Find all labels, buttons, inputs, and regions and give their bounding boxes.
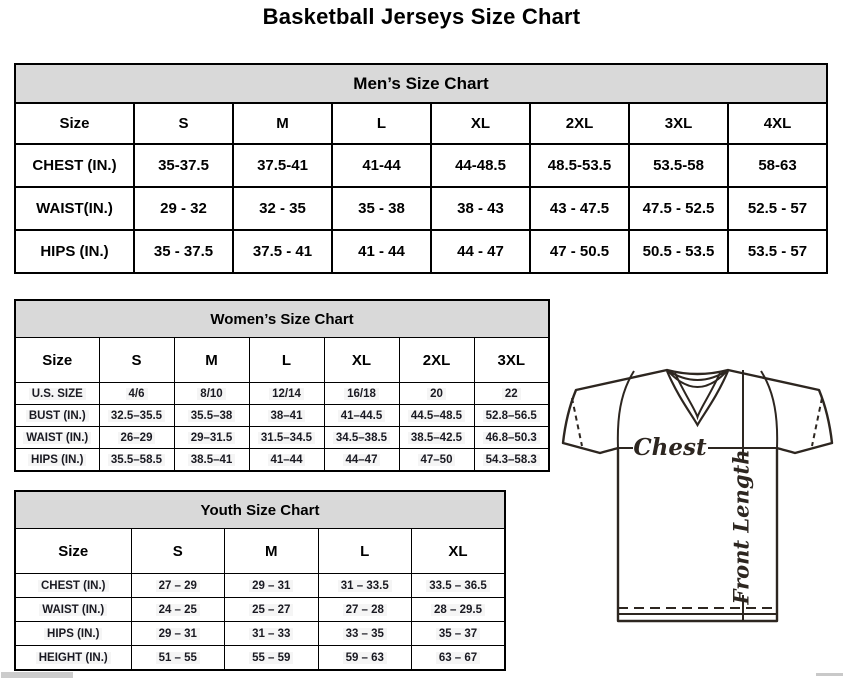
youth-row-label: [15, 598, 131, 622]
men-value-cell: 37.5 - 41: [233, 230, 332, 273]
youth-row-label: [15, 646, 131, 671]
men-value-cell: 29 - 32: [134, 187, 233, 230]
women-value-cell: [174, 405, 249, 427]
men-value-cell: 41 - 44: [332, 230, 431, 273]
cell-text: 4/6: [126, 388, 148, 400]
cell-text: 38.5–42.5: [408, 432, 465, 444]
women-value-cell: [249, 449, 324, 472]
women-value-cell: [399, 427, 474, 449]
cell-text: 51 – 55: [156, 652, 200, 664]
cell-text: WAIST (IN.): [23, 432, 91, 444]
cell-text: 27 – 29: [156, 580, 200, 592]
women-value-cell: [249, 427, 324, 449]
cell-text: 31 – 33: [249, 628, 293, 640]
women-column-header: 3XL: [474, 338, 549, 383]
women-value-cell: [174, 383, 249, 405]
women-row-label: [15, 427, 99, 449]
women-value-cell: [324, 405, 399, 427]
sleeve-seam-right: [761, 371, 777, 448]
mens-size-chart: [14, 63, 828, 274]
cell-text: 33.5 – 36.5: [426, 580, 490, 592]
men-column-header: XL: [431, 103, 530, 144]
men-table-row: [15, 187, 827, 230]
women-value-cell: [399, 405, 474, 427]
women-table-row: [15, 449, 549, 472]
men-value-cell: 38 - 43: [431, 187, 530, 230]
cell-text: 24 – 25: [156, 604, 200, 616]
scrollbar-fragment-right: [816, 673, 843, 676]
men-value-cell: 53.5 - 57: [728, 230, 827, 273]
cell-text: HIPS (IN.): [28, 454, 86, 466]
cell-text: 38.5–41: [188, 454, 236, 466]
youth-value-cell: [131, 598, 225, 622]
women-value-cell: [99, 405, 174, 427]
cell-text: 22: [502, 388, 521, 400]
cell-text: 59 – 63: [343, 652, 387, 664]
cell-text: 26–29: [118, 432, 156, 444]
women-value-cell: [474, 449, 549, 472]
youth-column-header: L: [318, 529, 412, 574]
women-value-cell: [174, 427, 249, 449]
women-value-cell: [474, 405, 549, 427]
women-row-label: [15, 383, 99, 405]
cell-text: 27 – 28: [343, 604, 387, 616]
women-value-cell: [174, 449, 249, 472]
men-column-header: L: [332, 103, 431, 144]
cuff-stitch-left: [572, 398, 582, 446]
cell-text: 33 – 35: [343, 628, 387, 640]
women-table-row: [15, 427, 549, 449]
youth-value-cell: [225, 574, 319, 598]
women-column-header: S: [99, 338, 174, 383]
cell-text: BUST (IN.): [26, 410, 89, 422]
cell-text: WAIST (IN.): [39, 604, 107, 616]
jersey-outline: [563, 370, 832, 621]
men-column-header: 4XL: [728, 103, 827, 144]
women-chart-title: Women’s Size Chart: [15, 300, 549, 338]
youth-row-label: [15, 574, 131, 598]
cell-text: 55 – 59: [249, 652, 293, 664]
youth-value-cell: [131, 622, 225, 646]
youth-value-cell: [412, 646, 506, 671]
women-row-label: [15, 405, 99, 427]
men-value-cell: 48.5-53.5: [530, 144, 629, 187]
youth-table-row: [15, 574, 505, 598]
cell-text: 54.3–58.3: [483, 454, 540, 466]
cell-text: 31.5–34.5: [258, 432, 315, 444]
youth-value-cell: [225, 646, 319, 671]
youth-value-cell: [412, 598, 506, 622]
women-size-header: Size: [15, 338, 99, 383]
women-value-cell: [249, 383, 324, 405]
cell-text: U.S. SIZE: [29, 388, 86, 400]
men-value-cell: 53.5-58: [629, 144, 728, 187]
youth-table-row: [15, 622, 505, 646]
youth-value-cell: [131, 646, 225, 671]
men-value-cell: 44-48.5: [431, 144, 530, 187]
youth-column-header: XL: [412, 529, 506, 574]
men-column-header: S: [134, 103, 233, 144]
cuff-stitch-right: [812, 398, 822, 446]
cell-text: HEIGHT (IN.): [36, 652, 111, 664]
cell-text: 38–41: [268, 410, 306, 422]
men-value-cell: 32 - 35: [233, 187, 332, 230]
men-table-row: [15, 144, 827, 187]
women-value-cell: [474, 383, 549, 405]
cell-text: 52.8–56.5: [483, 410, 540, 422]
men-value-cell: 35 - 38: [332, 187, 431, 230]
women-value-cell: [324, 449, 399, 472]
men-value-cell: 35 - 37.5: [134, 230, 233, 273]
women-column-header: XL: [324, 338, 399, 383]
youth-value-cell: [225, 622, 319, 646]
youth-size-header: Size: [15, 529, 131, 574]
cell-text: 16/18: [344, 388, 379, 400]
cell-text: 29 – 31: [156, 628, 200, 640]
sleeve-seam-left: [618, 371, 634, 448]
cell-text: 35.5–58.5: [108, 454, 165, 466]
women-column-header: 2XL: [399, 338, 474, 383]
cell-text: 41–44: [268, 454, 306, 466]
cell-text: HIPS (IN.): [44, 628, 102, 640]
youth-column-header: S: [131, 529, 225, 574]
youth-value-cell: [225, 598, 319, 622]
men-value-cell: 50.5 - 53.5: [629, 230, 728, 273]
men-row-label: CHEST (IN.): [15, 144, 134, 187]
youth-table-row: [15, 598, 505, 622]
youth-value-cell: [131, 574, 225, 598]
men-column-header: 2XL: [530, 103, 629, 144]
youth-value-cell: [318, 622, 412, 646]
cell-text: 35 – 37: [436, 628, 480, 640]
men-value-cell: 37.5-41: [233, 144, 332, 187]
women-value-cell: [324, 383, 399, 405]
men-table-row: [15, 230, 827, 273]
men-value-cell: 43 - 47.5: [530, 187, 629, 230]
youth-value-cell: [318, 598, 412, 622]
womens-size-chart: [14, 299, 550, 472]
women-value-cell: [99, 383, 174, 405]
women-column-header: M: [174, 338, 249, 383]
men-value-cell: 52.5 - 57: [728, 187, 827, 230]
youth-value-cell: [412, 622, 506, 646]
cell-text: CHEST (IN.): [38, 580, 109, 592]
women-table-row: [15, 383, 549, 405]
women-value-cell: [324, 427, 399, 449]
men-column-header: M: [233, 103, 332, 144]
men-value-cell: 35-37.5: [134, 144, 233, 187]
men-value-cell: 47.5 - 52.5: [629, 187, 728, 230]
cell-text: 20: [427, 388, 446, 400]
men-chart-title: Men’s Size Chart: [15, 64, 827, 103]
scrollbar-fragment-left: [1, 672, 73, 678]
cell-text: 44.5–48.5: [408, 410, 465, 422]
cell-text: 28 – 29.5: [431, 604, 485, 616]
cell-text: 41–44.5: [338, 410, 386, 422]
men-row-label: WAIST(IN.): [15, 187, 134, 230]
jersey-measurement-diagram: [556, 357, 838, 629]
cell-text: 12/14: [269, 388, 304, 400]
women-value-cell: [474, 427, 549, 449]
women-table-row: [15, 405, 549, 427]
women-value-cell: [399, 383, 474, 405]
cell-text: 25 – 27: [249, 604, 293, 616]
cell-text: 46.8–50.3: [483, 432, 540, 444]
cell-text: 63 – 67: [436, 652, 480, 664]
chest-label: Chest: [633, 434, 707, 461]
men-value-cell: 44 - 47: [431, 230, 530, 273]
men-column-header: 3XL: [629, 103, 728, 144]
front-length-label: Front Length: [728, 449, 754, 605]
women-value-cell: [99, 449, 174, 472]
youth-value-cell: [318, 646, 412, 671]
cell-text: 29 – 31: [249, 580, 293, 592]
cell-text: 44–47: [343, 454, 381, 466]
youth-value-cell: [318, 574, 412, 598]
youth-size-chart: [14, 490, 506, 671]
youth-row-label: [15, 622, 131, 646]
cell-text: 35.5–38: [188, 410, 236, 422]
cell-text: 8/10: [197, 388, 225, 400]
page-title: Basketball Jerseys Size Chart: [262, 4, 581, 29]
men-row-label: HIPS (IN.): [15, 230, 134, 273]
youth-chart-title: Youth Size Chart: [15, 491, 505, 529]
men-size-header: Size: [15, 103, 134, 144]
youth-value-cell: [412, 574, 506, 598]
women-column-header: L: [249, 338, 324, 383]
youth-table-row: [15, 646, 505, 671]
cell-text: 31 – 33.5: [338, 580, 392, 592]
youth-column-header: M: [225, 529, 319, 574]
women-value-cell: [399, 449, 474, 472]
women-row-label: [15, 449, 99, 472]
cell-text: 29–31.5: [188, 432, 236, 444]
men-value-cell: 47 - 50.5: [530, 230, 629, 273]
cell-text: 34.5–38.5: [333, 432, 390, 444]
cell-text: 32.5–35.5: [108, 410, 165, 422]
men-value-cell: 58-63: [728, 144, 827, 187]
men-value-cell: 41-44: [332, 144, 431, 187]
cell-text: 47–50: [418, 454, 456, 466]
women-value-cell: [99, 427, 174, 449]
women-value-cell: [249, 405, 324, 427]
